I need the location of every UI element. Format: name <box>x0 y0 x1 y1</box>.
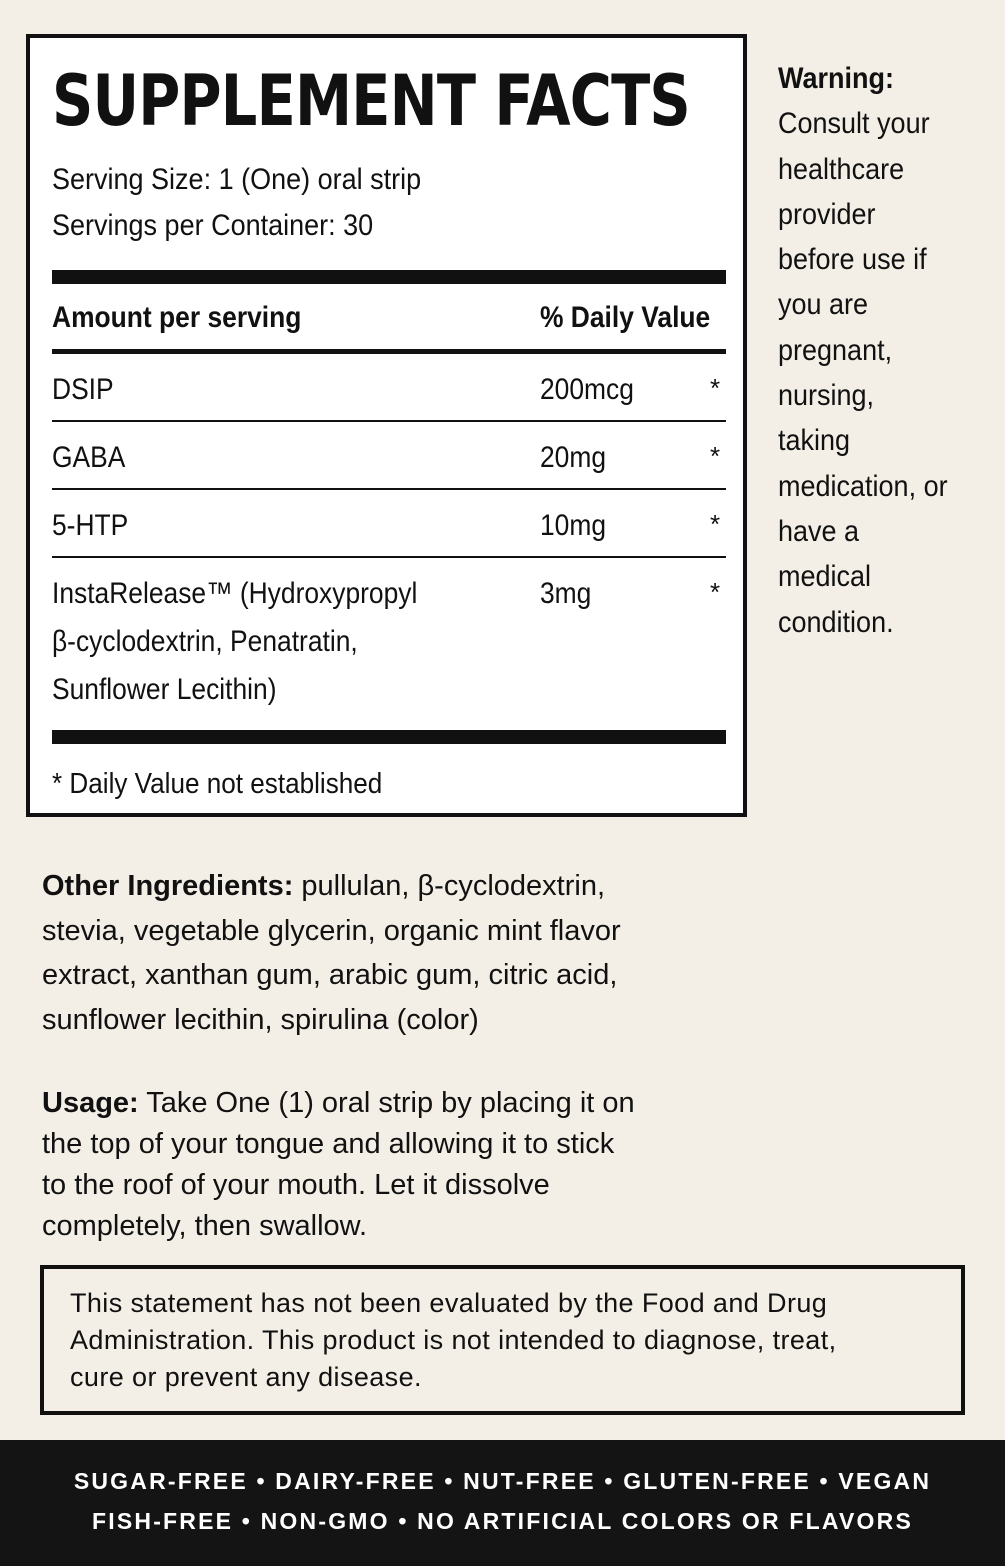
row-divider <box>52 420 726 422</box>
warning-line: provider <box>778 197 876 231</box>
warning-line: you are <box>778 288 869 322</box>
serving-size: Serving Size: 1 (One) oral strip <box>52 163 422 196</box>
warning-line: nursing, <box>778 379 875 413</box>
ingredient-name-line: Sunflower Lecithin) <box>52 673 277 706</box>
warning-label: Warning: <box>778 62 894 95</box>
daily-value-mark: * <box>710 577 721 607</box>
other-ingredients-text: extract, xanthan gum, arabic gum, citric acid, <box>42 959 618 991</box>
ingredient-amount: 3mg <box>540 577 592 610</box>
claims-line-2: FISH-FREE • NON-GMO • NO ARTIFICIAL COLORS OR FLAVORS <box>92 1508 913 1534</box>
ingredient-name: GABA <box>52 441 126 474</box>
usage-text: to the roof of your mouth. Let it dissolve <box>42 1169 550 1201</box>
warning-line: before use if <box>778 243 927 277</box>
amount-per-serving-header: Amount per serving <box>52 301 302 334</box>
other-ingredients-text: sunflower lecithin, spirulina (color) <box>42 1003 479 1036</box>
ingredient-name-line: β-cyclodextrin, Penatratin, <box>52 625 358 658</box>
warning-line: pregnant, <box>778 333 893 367</box>
warning-line: Consult your <box>778 107 930 141</box>
daily-value-mark: * <box>710 441 721 471</box>
row-divider <box>52 556 726 558</box>
warning-line: have a <box>778 514 860 548</box>
facts-title: SUPPLEMENT FACTS <box>52 60 690 142</box>
usage-label: Usage: <box>42 1087 139 1119</box>
ingredient-name: 5-HTP <box>52 509 129 542</box>
usage-text: completely, then swallow. <box>42 1210 368 1242</box>
daily-value-header: % Daily Value <box>540 301 711 334</box>
warning-line: medication, or <box>778 469 948 503</box>
fda-disclaimer-line: This statement has not been evaluated by the Food and Drug <box>70 1288 828 1318</box>
other-ingredients-text: stevia, vegetable glycerin, organic mint flavor <box>42 914 621 947</box>
servings-per-container: Servings per Container: 30 <box>52 209 374 242</box>
fda-disclaimer-box <box>40 1265 965 1415</box>
thick-divider-bottom <box>52 730 726 744</box>
fda-disclaimer <box>70 1285 837 1396</box>
warning-line: medical <box>778 560 872 594</box>
usage <box>42 1083 635 1247</box>
claims-footer <box>0 1440 1005 1566</box>
claims-line-1: SUGAR-FREE • DAIRY-FREE • NUT-FREE • GLUTEN-FREE • VEGAN <box>73 1468 932 1494</box>
ingredient-name-line: InstaRelease™ (Hydroxypropyl <box>52 577 418 610</box>
warning-line: taking <box>778 424 851 458</box>
daily-value-mark: * <box>710 509 721 539</box>
usage-text: Take One (1) oral strip by placing it on <box>138 1087 635 1119</box>
warning-line: condition. <box>778 605 894 639</box>
warning-block <box>778 56 967 645</box>
fda-disclaimer-line: cure or prevent any disease. <box>70 1362 422 1392</box>
ingredient-amount: 200mcg <box>540 373 634 406</box>
supplement-facts-panel <box>26 34 747 817</box>
ingredient-amount: 20mg <box>540 441 607 474</box>
other-ingredients-text: pullulan, β-cyclodextrin, <box>293 870 606 902</box>
other-ingredients <box>42 864 621 1042</box>
footnote: * Daily Value not established <box>52 768 383 800</box>
ingredient-name: DSIP <box>52 373 114 406</box>
header-divider <box>52 349 726 354</box>
ingredient-amount: 10mg <box>540 509 607 542</box>
fda-disclaimer-line: Administration. This product is not intended to diagnose, treat, <box>70 1325 837 1355</box>
row-divider <box>52 488 726 490</box>
warning-line: healthcare <box>778 152 905 186</box>
thick-divider-top <box>52 270 726 284</box>
usage-text: the top of your tongue and allowing it to stick <box>42 1128 615 1160</box>
other-ingredients-label: Other Ingredients: <box>42 870 294 902</box>
daily-value-mark: * <box>710 373 721 403</box>
